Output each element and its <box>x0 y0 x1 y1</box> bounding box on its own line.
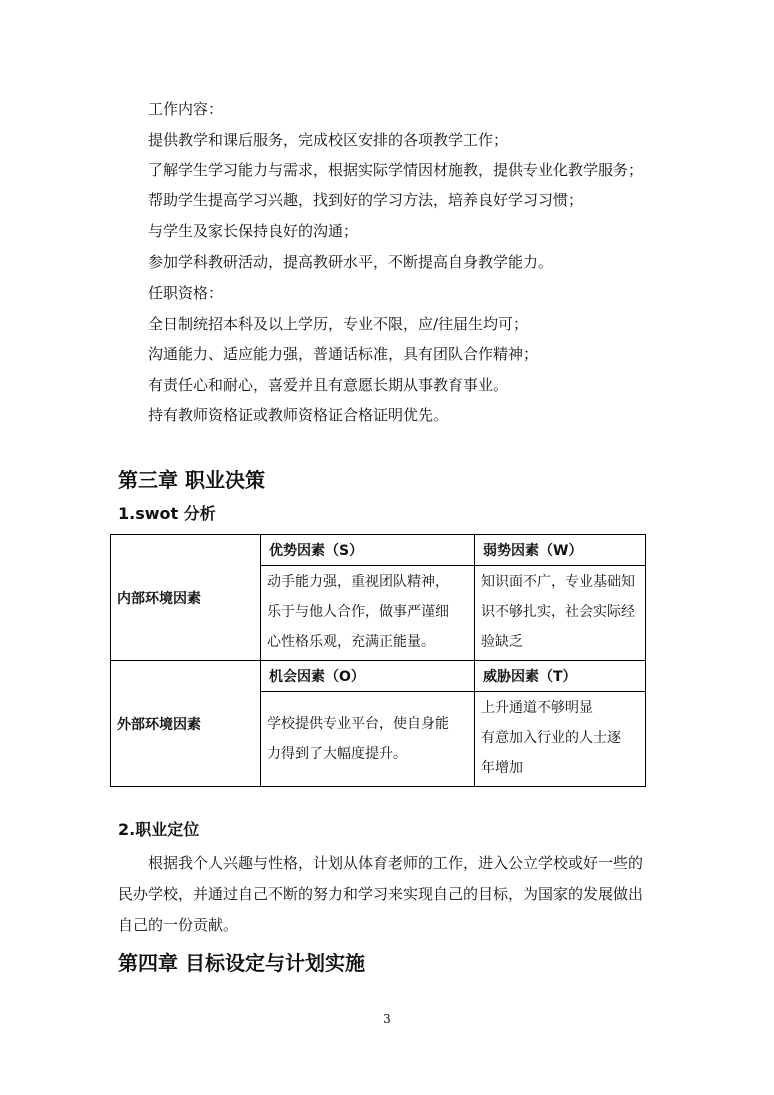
external-factors-label: 外部环境因素 <box>111 661 261 787</box>
job-content-heading: 工作内容： <box>148 100 224 118</box>
strengths-line: 动手能力强，重视团队精神， <box>267 574 449 590</box>
job-content-item: 了解学生学习能力与需求，根据实际学情因材施教，提供专业化教学服务； <box>148 161 644 179</box>
weaknesses-line: 知识面不广，专业基础知 <box>481 574 635 590</box>
threats-line: 有意加入行业的人士逐 <box>481 730 621 746</box>
swot-section-title: 1.swot 分析 <box>118 504 216 523</box>
job-content-item: 提供教学和课后服务，完成校区安排的各项教学工作； <box>148 131 509 149</box>
internal-factors-label: 内部环境因素 <box>111 535 261 661</box>
swot-table <box>110 534 646 787</box>
weaknesses-header: 弱势因素（W） <box>475 535 646 566</box>
weaknesses-line: 识不够扎实，社会实际经 <box>481 604 635 620</box>
qualifications-heading: 任职资格： <box>148 284 224 302</box>
chapter4-title: 第四章 目标设定与计划实施 <box>118 951 365 975</box>
threats-header: 威胁因素（T） <box>475 661 646 692</box>
job-content-item: 与学生及家长保持良好的沟通； <box>148 222 359 240</box>
opportunities-header: 机会因素（O） <box>261 661 475 692</box>
qualification-item: 全日制统招本科及以上学历，专业不限，应/往届生均可； <box>148 315 529 333</box>
job-content-item: 帮助学生提高学习兴趣，找到好的学习方法，培养良好学习习惯； <box>148 191 584 209</box>
threats-line: 年增加 <box>481 760 523 776</box>
positioning-paragraph-line: 根据我个人兴趣与性格，计划从体育老师的工作，进入公立学校或好一些的 <box>148 854 644 872</box>
opportunities-line: 学校提供专业平台，使自身能 <box>267 716 449 732</box>
strengths-line: 心性格乐观，充满正能量。 <box>267 634 435 650</box>
qualification-item: 沟通能力、适应能力强，普通话标准，具有团队合作精神； <box>148 345 539 363</box>
positioning-paragraph-line: 自己的一份贡献。 <box>118 916 239 934</box>
job-content-item: 参加学科教研活动，提高教研水平，不断提高自身教学能力。 <box>148 253 554 271</box>
positioning-section-title: 2.职业定位 <box>118 820 200 839</box>
threats-line: 上升通道不够明显 <box>481 700 593 716</box>
chapter3-title: 第三章 职业决策 <box>118 468 265 492</box>
positioning-paragraph-line: 民办学校，并通过自己不断的努力和学习来实现自己的目标，为国家的发展做出 <box>118 885 644 903</box>
strengths-header: 优势因素（S） <box>261 535 475 566</box>
opportunities-cell <box>261 692 475 787</box>
qualification-item: 持有教师资格证或教师资格证合格证明优先。 <box>148 406 449 424</box>
strengths-line: 乐于与他人合作，做事严谨细 <box>267 604 449 620</box>
page-number: 3 <box>383 1012 391 1026</box>
strengths-cell <box>261 566 475 661</box>
threats-cell <box>475 692 646 787</box>
weaknesses-line: 验缺乏 <box>481 634 523 650</box>
weaknesses-cell <box>475 566 646 661</box>
opportunities-line: 力得到了大幅度提升。 <box>267 746 407 762</box>
qualification-item: 有责任心和耐心，喜爱并且有意愿长期从事教育事业。 <box>148 376 509 394</box>
